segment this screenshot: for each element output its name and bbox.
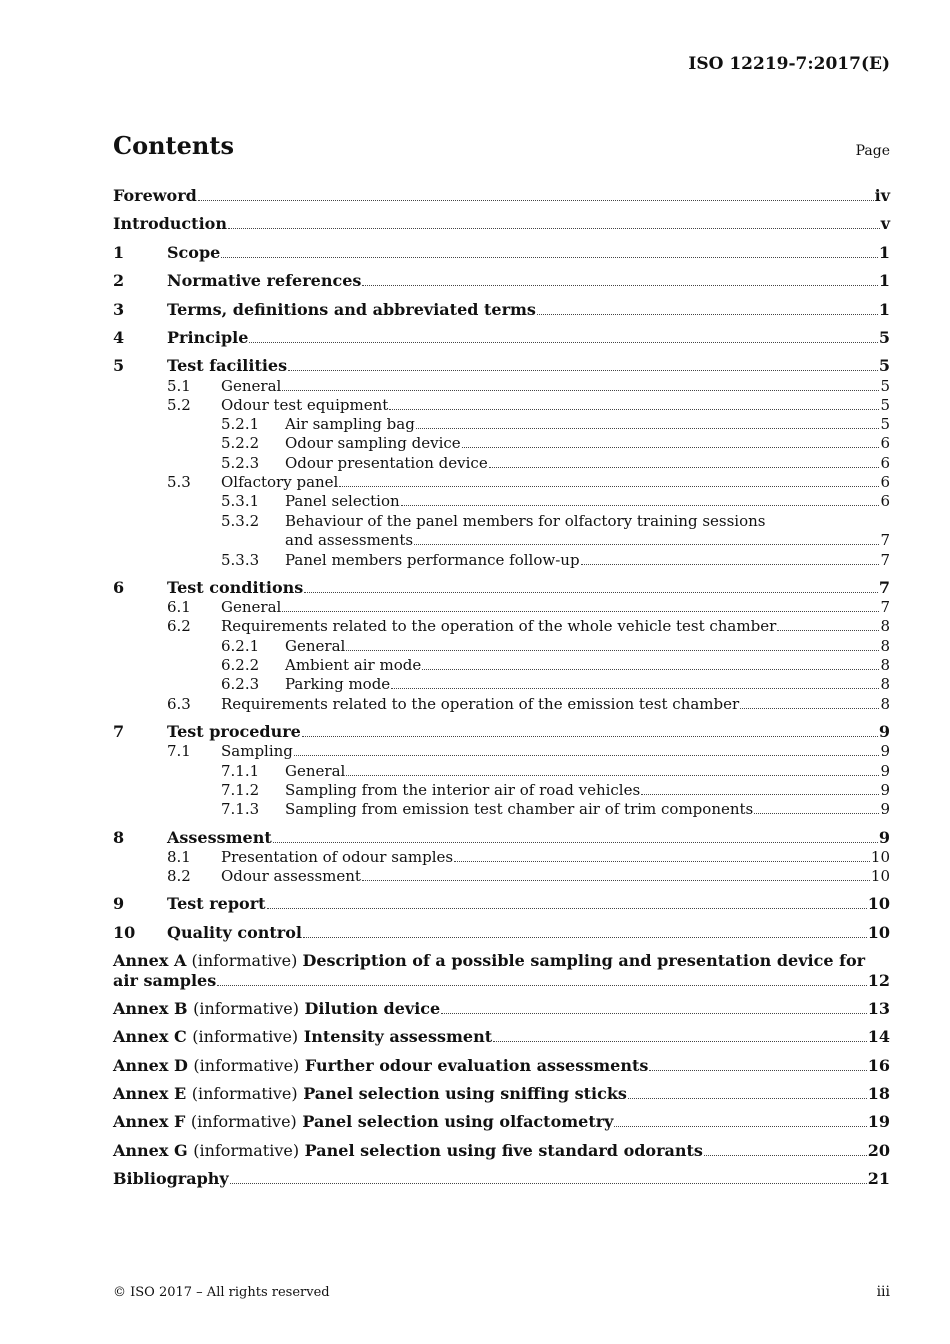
toc-page-number: 9 [880,762,890,780]
clause-title: Foreword [113,186,197,205]
leader-dots [267,895,867,909]
toc-page-number: 5 [880,415,890,433]
clause-number: 6.3 [167,695,191,713]
toc-title-line [221,472,890,492]
clause-title: Odour test equipment [221,396,389,414]
clause-number: 5.2.2 [221,434,260,452]
toc-title-line [285,674,890,694]
leader-dots [641,781,879,795]
toc-entry[interactable] [113,414,890,434]
clause-title: Olfactory panel [221,473,339,491]
toc-entry[interactable] [113,243,890,263]
annex-label: Annex A [113,951,187,970]
toc-title-line [285,799,890,819]
toc-page-number: 1 [878,300,890,319]
toc-page-number: 10 [867,923,890,942]
clause-title: Test facilities [167,356,288,375]
toc-title-line [221,395,890,415]
leader-dots [362,867,870,881]
annex-entry[interactable] [113,1141,890,1161]
clause-number: 5.3.3 [221,551,260,569]
toc-title-line [285,530,890,550]
leader-dots [581,551,880,565]
leader-dots [302,723,878,737]
toc-entry[interactable] [113,433,890,453]
toc-page-number: 10 [870,867,890,885]
toc-title-line [167,328,890,348]
toc-page-number: 9 [878,722,890,741]
clause-number: 6.1 [167,598,191,616]
toc-entry[interactable] [113,847,890,867]
leader-dots [198,187,874,201]
annex-entry[interactable] [113,1112,890,1132]
toc-page-number: 13 [867,999,890,1018]
toc-entry[interactable] [113,828,890,848]
annex-title: Description of a possible sampling and presentation device for [302,951,866,970]
toc-title-line [167,722,890,742]
clause-title-cont: and assessments [285,531,414,549]
toc-page-number: 16 [867,1056,890,1075]
toc-entry[interactable] [113,866,890,886]
page-number: iii [876,1284,890,1300]
leader-dots [304,579,878,593]
toc-title-line [167,300,890,320]
annex-title: Panel selection using olfactometry [302,1112,614,1131]
clause-title: Terms, definitions and abbreviated terms [167,300,536,319]
toc-title-line [285,761,890,781]
annex-heading [113,1056,648,1076]
toc-page-number: 5 [880,396,890,414]
clause-title: Sampling from emission test chamber air of trim components [285,800,754,818]
contents-heading: Contents [113,131,234,160]
annex-kind: (informative) [193,1141,300,1160]
toc-title-line [167,271,890,291]
leader-dots [441,1000,867,1014]
annex-label: Annex D [113,1056,188,1075]
toc-entry[interactable] [113,491,890,511]
toc-title-line [167,356,890,376]
toc-entry[interactable] [113,894,890,914]
clause-title: Bibliography [113,1169,229,1188]
clause-number: 7.1.1 [221,762,260,780]
leader-dots [754,800,879,814]
clause-number: 5.2.3 [221,454,260,472]
toc-page-number: 5 [878,356,890,375]
toc-page-number: 8 [880,656,890,674]
toc-page-number: 7 [880,531,890,549]
clause-title: Odour assessment [221,867,361,885]
toc-title-line [221,597,890,617]
clause-title: Behaviour of the panel members for olfactory training sessions [285,512,766,530]
annex-label: Annex G [113,1141,188,1160]
toc-title-line [221,847,890,867]
toc-title-line [113,1112,890,1132]
toc-title-line [167,828,890,848]
toc-page-number: 14 [867,1027,890,1046]
annex-entry-continuation[interactable] [113,971,890,991]
leader-dots [221,244,878,258]
clause-number: 8.1 [167,848,191,866]
clause-number: 7.1 [167,742,191,760]
leader-dots [230,1170,867,1184]
clause-title: Quality control [167,923,302,942]
clause-number: 5.3 [167,473,191,491]
toc-entry-continuation[interactable] [113,530,890,550]
copyright-notice: © ISO 2017 – All rights reserved [113,1285,330,1300]
toc-title-line [113,971,890,991]
toc-entry[interactable] [113,597,890,617]
clause-title: General [221,598,282,616]
toc-title-line [285,511,890,531]
toc-title-line [167,578,890,598]
annex-kind: (informative) [192,1027,299,1046]
toc-page-number: 8 [880,695,890,713]
leader-dots [217,972,867,986]
annex-title: Intensity assessment [303,1027,493,1046]
annex-title: Dilution device [304,999,441,1018]
toc-entry[interactable] [113,453,890,473]
clause-title: Requirements related to the operation of the whole vehicle test chamber [221,617,777,635]
clause-title: General [285,637,346,655]
toc-page-number: 10 [867,894,890,913]
toc-title-line [221,866,890,886]
annex-title: Panel selection using sniffing sticks [303,1084,627,1103]
annex-heading [113,999,440,1019]
toc-page-number: 9 [878,828,890,847]
annex-entry[interactable] [113,951,890,971]
toc-title-line [167,243,890,263]
annex-entry[interactable] [113,1027,890,1047]
toc-title-line [221,616,890,636]
toc-page-number: 9 [880,742,890,760]
clause-number: 9 [113,894,125,913]
toc-title-line [113,186,890,206]
leader-dots [462,434,880,448]
clause-title: Odour presentation device [285,454,488,472]
clause-title: Test conditions [167,578,304,597]
toc-entry[interactable] [113,376,890,396]
leader-dots [346,762,879,776]
annex-label: Annex F [113,1112,186,1131]
leader-dots [288,357,878,371]
clause-number: 8 [113,828,125,847]
document-id: ISO 12219-7:2017(E) [688,54,890,74]
leader-dots [282,377,879,391]
toc-page-number: iv [874,186,890,205]
clause-title: General [221,377,282,395]
leader-dots [740,695,879,709]
clause-title: Normative references [167,271,362,290]
toc-title-line [285,433,890,453]
toc-entry[interactable] [113,472,890,492]
toc-entry[interactable] [113,655,890,675]
leader-dots [273,829,878,843]
leader-dots [614,1113,866,1127]
annex-heading [113,1141,703,1161]
clause-title: Assessment [167,828,272,847]
toc-entry[interactable] [113,780,890,800]
leader-dots [537,301,878,315]
toc-page-number: 6 [880,434,890,452]
clause-title: Test procedure [167,722,301,741]
toc-page-number: 8 [880,617,890,635]
toc-title-line [113,999,890,1019]
toc-title-line [285,550,890,570]
clause-number: 6.2.2 [221,656,260,674]
clause-number: 6.2 [167,617,191,635]
clause-title: Air sampling bag [285,415,415,433]
leader-dots [303,924,867,938]
toc-page-number: 9 [880,781,890,799]
toc-page-number: 5 [880,377,890,395]
clause-number: 6.2.3 [221,675,260,693]
toc-title-line [113,1141,890,1161]
clause-number: 1 [113,243,125,262]
toc-title-line [221,376,890,396]
toc-entry[interactable] [113,328,890,348]
toc-entry[interactable] [113,799,890,819]
clause-title: Requirements related to the operation of the emission test chamber [221,695,740,713]
annex-kind: (informative) [191,951,298,970]
clause-number: 5.3.1 [221,492,260,510]
clause-number: 6 [113,578,125,597]
leader-dots [454,848,870,862]
clause-number: 10 [113,923,136,942]
toc-entry[interactable] [113,578,890,598]
toc-title-line [113,1169,890,1189]
toc-page-number: 1 [878,271,890,290]
toc-title-line [167,894,890,914]
toc-title-line [113,1084,890,1104]
clause-number: 7.1.3 [221,800,260,818]
toc-entry[interactable] [113,511,890,531]
annex-title: Further odour evaluation assessments [304,1056,649,1075]
leader-dots [422,656,879,670]
toc-entry[interactable] [113,636,890,656]
annex-entry[interactable] [113,999,890,1019]
toc-page-number: 9 [880,800,890,818]
toc-page-number: 7 [880,598,890,616]
clause-title: Introduction [113,214,227,233]
leader-dots [391,675,879,689]
leader-dots [704,1142,867,1156]
leader-dots [228,215,880,229]
leader-dots [489,454,880,468]
toc-page-number: 5 [878,328,890,347]
clause-title: Panel members performance follow-up [285,551,580,569]
toc-entry[interactable] [113,186,890,206]
toc-entry[interactable] [113,550,890,570]
clause-number: 7.1.2 [221,781,260,799]
toc-title-line [285,414,890,434]
toc-page-number: 6 [880,473,890,491]
toc-entry[interactable] [113,271,890,291]
toc-title-line [113,1056,890,1076]
clause-title: Test report [167,894,266,913]
toc-entry[interactable] [113,616,890,636]
clause-number: 3 [113,300,125,319]
toc-title-line [221,694,890,714]
clause-number: 5.1 [167,377,191,395]
clause-number: 7 [113,722,125,741]
toc-entry[interactable] [113,694,890,714]
leader-dots [493,1028,867,1042]
clause-title: Ambient air mode [285,656,422,674]
leader-dots [628,1085,867,1099]
annex-heading [113,1027,492,1047]
clause-number: 2 [113,271,125,290]
toc-page-number: 18 [867,1084,890,1103]
clause-title: Principle [167,328,249,347]
clause-title: Sampling [221,742,293,760]
leader-dots [401,492,880,506]
clause-title: Odour sampling device [285,434,461,452]
annex-kind: (informative) [190,1112,297,1131]
toc-page-number: 6 [880,454,890,472]
toc-title-line [221,741,890,761]
toc-entry[interactable] [113,722,890,742]
annex-heading [113,1112,613,1132]
toc-entry[interactable] [113,300,890,320]
toc-page-number: 19 [867,1112,890,1131]
leader-dots [339,473,879,487]
toc-entry[interactable] [113,674,890,694]
toc-page-number: 1 [878,243,890,262]
toc-title-line [285,655,890,675]
leader-dots [389,396,879,410]
toc-entry[interactable] [113,395,890,415]
toc-title-line [167,923,890,943]
toc-entry[interactable] [113,923,890,943]
leader-dots [649,1057,866,1071]
toc-page-number: 8 [880,675,890,693]
toc-entry[interactable] [113,761,890,781]
clause-title: General [285,762,346,780]
annex-heading [113,1084,627,1104]
clause-number: 6.2.1 [221,637,260,655]
leader-dots [362,272,877,286]
clause-title: Panel selection [285,492,400,510]
clause-number: 5.2 [167,396,191,414]
annex-kind: (informative) [193,1056,300,1075]
clause-title: Sampling from the interior air of road vehicles [285,781,641,799]
leader-dots [249,329,877,343]
leader-dots [346,637,879,651]
toc-entry[interactable] [113,1169,890,1189]
toc-page-number: v [880,214,890,233]
toc-page-number: 7 [878,578,890,597]
leader-dots [414,531,879,545]
leader-dots [777,617,879,631]
clause-number: 5.3.2 [221,512,260,530]
toc-entry[interactable] [113,356,890,376]
leader-dots [294,742,880,756]
toc-entry[interactable] [113,741,890,761]
annex-kind: (informative) [191,1084,298,1103]
clause-number: 4 [113,328,125,347]
leader-dots [282,598,879,612]
toc-title-line [113,1027,890,1047]
toc-page-number: 20 [867,1141,890,1160]
annex-label: Annex E [113,1084,187,1103]
clause-title: Parking mode [285,675,391,693]
annex-label: Annex B [113,999,188,1018]
clause-title: Scope [167,243,221,262]
clause-number: 5.2.1 [221,415,260,433]
clause-number: 5 [113,356,125,375]
toc-page-number: 7 [880,551,890,569]
annex-title: Panel selection using five standard odorants [304,1141,703,1160]
annex-title-cont: air samples [113,971,217,990]
toc-title-line [285,636,890,656]
annex-entry[interactable] [113,1084,890,1104]
toc-page-number: 10 [870,848,890,866]
toc-title-line [285,453,890,473]
annex-kind: (informative) [193,999,299,1018]
toc-page-number: 12 [867,971,890,990]
toc-title-line [285,491,890,511]
leader-dots [416,415,880,429]
toc-page-number: 21 [867,1169,890,1188]
annex-label: Annex C [113,1027,187,1046]
toc-title-line [285,780,890,800]
clause-title: Presentation of odour samples [221,848,454,866]
annex-entry[interactable] [113,1056,890,1076]
toc-entry[interactable] [113,214,890,234]
clause-number: 8.2 [167,867,191,885]
toc-page-number: 6 [880,492,890,510]
toc-title-line [113,214,890,234]
page-column-label: Page [855,143,890,159]
toc-page-number: 8 [880,637,890,655]
